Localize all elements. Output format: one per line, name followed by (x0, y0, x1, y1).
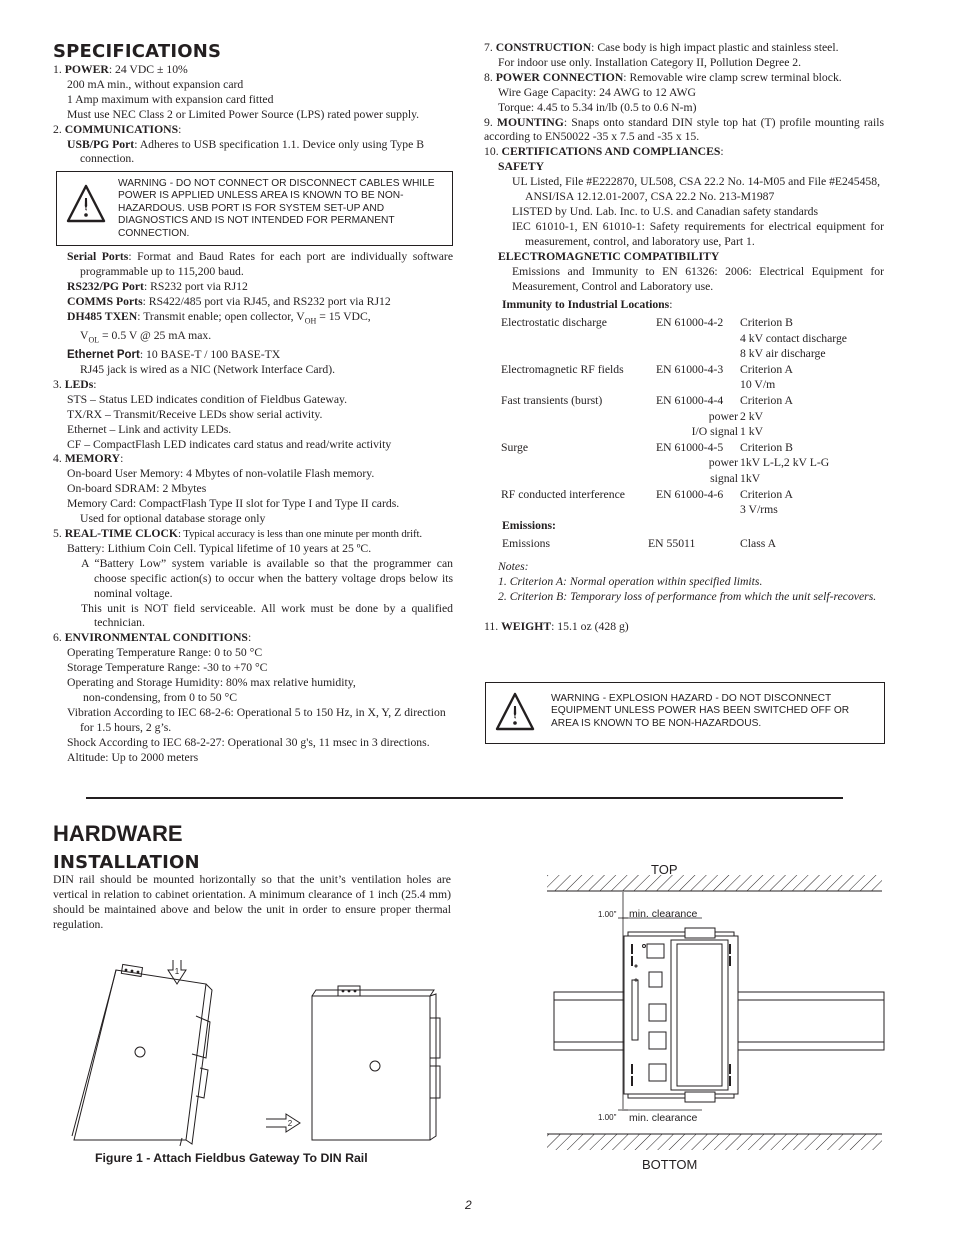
clearance-top-label: min. clearance (629, 908, 698, 920)
immunity-criterion: 10 V/m (740, 378, 776, 392)
specifications-title: SPECIFICATIONS (53, 41, 222, 62)
din-rail-attach-diagram (56, 958, 456, 1148)
notes-title: Notes: (498, 560, 529, 573)
spec-emc-text: Emissions and Immunity to EN 61326: 2006: Electrical Equipment for Measurement, Control and Laboratory use. (512, 264, 884, 293)
immunity-phenomenon (501, 409, 656, 425)
immunity-phenomenon (501, 424, 656, 440)
arrow-right-icon (266, 1114, 300, 1132)
immunity-row (501, 362, 890, 378)
spec-construction: 7. CONSTRUCTION: Case body is high impact plastic and stainless steel. (484, 41, 839, 54)
spec-weight: 11. WEIGHT: 15.1 oz (428 g) (484, 620, 629, 633)
step-2-label: 2 (287, 1119, 293, 1128)
warning-text-cables: WARNING - DO NOT CONNECT OR DISCONNECT CABLES WHILE POWER IS APPLIED UNLESS AREA IS KNOWN TO BE NON-HAZARDOUS. USB PORT IS FOR SYSTEM SET-UP AND DIAGNOSTICS AND IS NOT INTENDED FOR PERMANENT CONNECTION. (118, 178, 435, 239)
spec-mounting: 9. MOUNTING: Snaps onto standard DIN style top hat (T) profile mounting rails according to EN50022 -35 x 7.5 and -35 x 15. (484, 115, 885, 144)
spec-env-line: non-condensing, from 0 to 50 °C (83, 690, 237, 704)
immunity-row (501, 315, 890, 331)
bottom-label: BOTTOM (642, 1157, 698, 1172)
spec-not-serviceable: This unit is NOT field serviceable. All work must be done by a qualified technician. (81, 601, 453, 630)
emissions-class: Class A (740, 537, 777, 550)
spec-power-connection-line: Wire Gage Capacity: 24 AWG to 12 AWG (498, 85, 696, 99)
spec-construction-line: For indoor use only. Installation Category II, Pollution Degree 2. (498, 55, 802, 69)
spec-comms-ports: COMMS Ports: RS422/485 port via RJ45, and RS232 port via RJ12 (67, 294, 391, 308)
immunity-criterion: 1kV L-L,2 kV L-G (740, 456, 830, 470)
immunity-phenomenon (501, 377, 656, 393)
gateway-unit (624, 928, 738, 1102)
installation-title: INSTALLATION (53, 852, 200, 873)
immunity-standard: EN 61000-4-3 (656, 362, 724, 376)
specifications-right-column (484, 41, 884, 294)
note-2: 2. Criterion B: Temporary loss of performance from which the unit self-recovers. (498, 589, 877, 603)
immunity-row (501, 502, 890, 518)
immunity-phenomenon: Surge (501, 440, 529, 454)
immunity-row (501, 393, 890, 409)
spec-environmental: 6. ENVIRONMENTAL CONDITIONS: (53, 631, 252, 645)
immunity-phenomenon (501, 471, 656, 487)
immunity-row (501, 424, 890, 440)
immunity-phenomenon: Fast transients (burst) (501, 393, 603, 407)
immunity-port: I/O signal (691, 425, 738, 439)
immunity-standard (656, 409, 740, 425)
warning-box-explosion (485, 682, 885, 744)
immunity-criterion: 1kV (740, 471, 761, 485)
notes (498, 560, 884, 605)
spec-ethernet: Ethernet Port: 10 BASE-T / 100 BASE-TX (67, 348, 281, 362)
immunity-row (501, 346, 890, 362)
immunity-row (501, 409, 890, 425)
immunity-criterion: 1 kV (740, 425, 764, 439)
specifications-left-column (53, 63, 453, 167)
immunity-criterion: 8 kV air discharge (740, 347, 826, 361)
spec-altitude: Altitude: Up to 2000 meters (67, 750, 199, 764)
immunity-criterion: Criterion A (740, 487, 793, 501)
spec-env-line: Storage Temperature Range: -30 to +70 °C (67, 661, 268, 675)
emissions-standard: EN 55011 (648, 537, 696, 550)
immunity-standard (656, 377, 740, 393)
immunity-standard: EN 61000-4-5 (656, 440, 724, 454)
immunity-criterion: Criterion B (740, 316, 793, 329)
immunity-phenomenon (501, 331, 656, 347)
spec-battery-low: A “Battery Low” system variable is available so that the programmer can choose specific action(s) to occur when the battery voltage drops below its nominal voltage. (81, 556, 453, 600)
warning-text-explosion: WARNING - EXPLOSION HAZARD - DO NOT DISCONNECT EQUIPMENT UNLESS POWER HAS BEEN SWITCHED OFF OR AREA IS KNOWN TO BE NON-HAZARDOUS. (551, 693, 850, 729)
spec-memory-line: Memory Card: CompactFlash Type II slot for Type I and Type II cards. (67, 497, 400, 511)
hardware-title: HARDWARE (53, 821, 183, 846)
immunity-phenomenon (501, 346, 656, 362)
warning-box-cables (56, 171, 453, 246)
immunity-criterion: Criterion B (740, 440, 793, 454)
immunity-standard: EN 61000-4-4 (656, 393, 724, 407)
note-1: 1. Criterion A: Normal operation within specified limits. (498, 574, 763, 588)
immunity-heading: Immunity to Industrial Locations: (502, 298, 673, 311)
spec-power-line: 1 Amp maximum with expansion card fitted (67, 92, 274, 106)
immunity-row (501, 440, 890, 456)
immunity-row (501, 377, 890, 393)
warning-triangle-icon (495, 692, 535, 732)
immunity-criterion: Criterion A (740, 362, 793, 376)
immunity-row (501, 455, 890, 471)
spec-shock: Shock According to IEC 68-2-27: Operational 30 g's, 11 msec in 3 directions. (67, 735, 430, 749)
spec-led-line: CF – CompactFlash LED indicates card status and read/write activity (67, 437, 392, 451)
spec-leds: 3. LEDs: (53, 377, 97, 391)
spec-memory: 4. MEMORY: (53, 452, 124, 466)
immunity-standard: EN 61000-4-2 (656, 316, 724, 329)
bottom-surface-hatch (547, 1134, 882, 1150)
spec-serial-ports: Serial Ports: Format and Baud Rates for each port are individually software programmable up to 115,200 baud. (67, 250, 454, 278)
spec-listed: LISTED by Und. Lab. Inc. to U.S. and Canadian safety standards (512, 204, 819, 218)
spec-power-line: Must use NEC Class 2 or Limited Power Source (LPS) rated power supply. (67, 107, 420, 121)
specifications-left-column-2 (53, 250, 453, 765)
spec-real-time-clock: 5. REAL-TIME CLOCK: Typical accuracy is less than one minute per month drift. (53, 526, 422, 540)
warning-triangle-icon (66, 184, 106, 224)
spec-vibration: Vibration According to IEC 68-2-6: Operational 5 to 150 Hz, in X, Y, Z direction for 1.5 hours, 2 g’s. (67, 705, 446, 734)
emissions-heading: Emissions: (502, 519, 556, 532)
top-label: TOP (651, 862, 678, 877)
spec-power-connection: 8. POWER CONNECTION: Removable wire clamp screw terminal block. (484, 70, 842, 84)
spec-power: 1. POWER: 24 VDC ± 10% (53, 63, 188, 76)
spec-led-line: STS – Status LED indicates condition of Fieldbus Gateway. (67, 392, 348, 406)
immunity-standard (656, 424, 740, 440)
spec-memory-line: Used for optional database storage only (80, 512, 266, 526)
immunity-port: power (708, 409, 738, 423)
immunity-phenomenon: Electromagnetic RF fields (501, 362, 624, 376)
spec-dh485: DH485 TXEN: Transmit enable; open collector, $V_{OH} = 15$ VDC, (67, 309, 371, 325)
spec-env-line: Operating Temperature Range: 0 to 50 °C (67, 646, 263, 660)
mounted-unit-drawing (312, 986, 440, 1140)
spec-ethernet-line: RJ45 jack is wired as a NIC (Network Interface Card). (80, 363, 336, 376)
clearance-bottom-label: min. clearance (629, 1112, 698, 1124)
immunity-standard (656, 471, 740, 487)
spec-memory-line: On-board SDRAM: 2 Mbytes (67, 482, 207, 496)
emissions-name: Emissions (502, 537, 551, 550)
immunity-standard (656, 455, 740, 471)
spec-power-line: 200 mA min., without expansion card (67, 77, 244, 91)
immunity-standard (656, 502, 740, 518)
terminal-block-icon (342, 990, 357, 993)
immunity-port: signal (710, 471, 738, 485)
spec-vol: $V_{OL} = 0.5$ V @ 25 mA max. (80, 328, 212, 345)
immunity-standard (656, 346, 740, 362)
immunity-standard (656, 331, 740, 347)
dim-top: 1.00" (598, 910, 617, 919)
immunity-criterion: 3 V/rms (740, 503, 778, 517)
spec-env-line: Operating and Storage Humidity: 80% max relative humidity, (67, 676, 356, 690)
immunity-phenomenon: Electrostatic discharge (501, 316, 607, 329)
top-surface-hatch (547, 875, 882, 891)
step-1-label: 1 (174, 967, 180, 976)
installation-text: DIN rail should be mounted horizontally so that the unit’s ventilation holes are vertical in relation to cabinet orientation. A minimum clearance of 1 inch (25.4 mm) should be maintained above and below the unit in order to ensure proper thermal regulation. (53, 873, 451, 931)
immunity-row (501, 331, 890, 347)
spec-led-line: TX/RX – Transmit/Receive LEDs show serial activity. (67, 407, 323, 421)
spec-battery: Battery: Lithium Coin Cell. Typical lifetime of 10 years at 25 ºC. (67, 541, 372, 555)
immunity-standard: EN 61000-4-6 (656, 487, 724, 501)
spec-certifications: 10. CERTIFICATIONS AND COMPLIANCES: (484, 145, 724, 159)
spec-led-line: Ethernet – Link and activity LEDs. (67, 422, 232, 436)
immunity-table (501, 315, 890, 518)
spec-ul-listed: UL Listed, File #E222870, UL508, CSA 22.2 No. 14-M05 and File #E245458, ANSI/ISA 12.12.01-2007, CSA 22.2 No. 213-M1987 (512, 175, 881, 204)
immunity-phenomenon (501, 502, 656, 518)
immunity-criterion: 4 kV contact discharge (740, 331, 847, 345)
figure-caption: Figure 1 - Attach Fieldbus Gateway To DIN Rail (95, 1151, 368, 1165)
immunity-phenomenon (501, 455, 656, 471)
immunity-row (501, 487, 890, 503)
spec-rs232: RS232/PG Port: RS232 port via RJ12 (67, 279, 248, 293)
spec-memory-line: On-board User Memory: 4 Mbytes of non-volatile Flash memory. (67, 467, 375, 481)
immunity-phenomenon: RF conducted interference (501, 487, 625, 501)
immunity-port: power (708, 456, 738, 470)
immunity-criterion: Criterion A (740, 393, 793, 407)
section-divider (86, 797, 843, 799)
spec-power-connection-line: Torque: 4.45 to 5.34 in/lb (0.5 to 0.6 N-m) (498, 100, 697, 114)
spec-communications: 2. COMMUNICATIONS: (53, 122, 182, 136)
dim-bottom: 1.00" (598, 1113, 617, 1122)
tilted-unit-drawing (72, 964, 212, 1146)
clearance-diagram (540, 860, 900, 1180)
immunity-criterion: 2 kV (740, 409, 764, 423)
spec-emc-heading: ELECTROMAGNETIC COMPATIBILITY (498, 249, 720, 263)
immunity-row (501, 471, 890, 487)
spec-usb-port: USB/PG Port: Adheres to USB specification 1.1. Device only using Type B connection. (67, 137, 425, 166)
page-number: 2 (465, 1198, 472, 1212)
spec-iec: IEC 61010-1, EN 61010-1: Safety requirements for electrical equipment for measurement, control, and laboratory use, Part 1. (512, 219, 884, 248)
spec-safety-heading: SAFETY (498, 160, 545, 174)
